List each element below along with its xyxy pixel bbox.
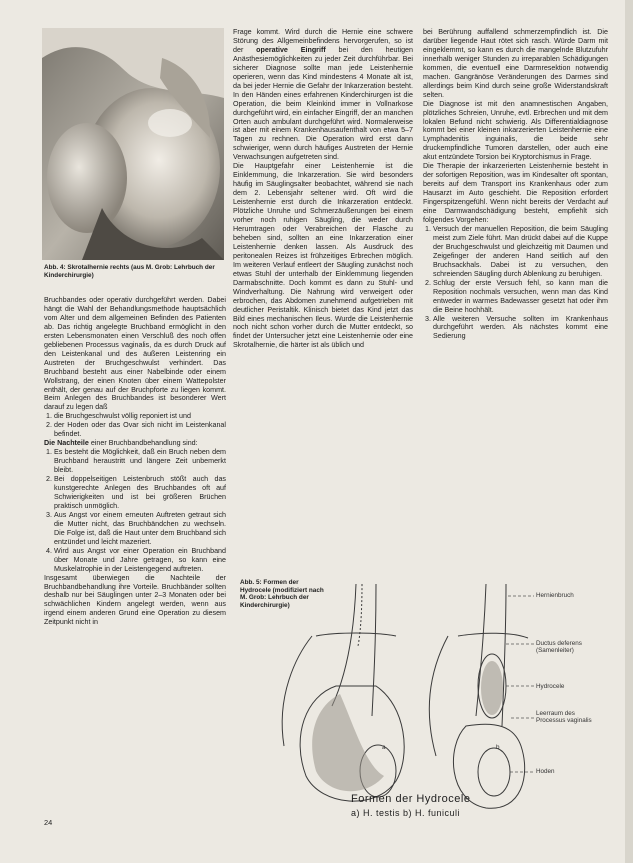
bold-term: Die Nachteile bbox=[44, 439, 89, 448]
paragraph: Die Hauptgefahr einer Leistenhernie ist die Einklemmung, die Inkarzeration. Sie wird besonders häufig im Säuglingsalter beobachtet, während sie nach dem 2. Lebensjahr seltener wird. Oft wird die Leistenhernie erst durch die Inkarzeration entdeckt. Plötzliche Unruhe und Schmerzäußerungen bei einem vorher noch ruhigen Säugling, die weder durch Herumtragen oder Verabreichen der Flasche zu beheben sind, sollten an eine Inkarzeration einer Leistenhernie denken lassen. Als Ausdruck des peritonealen Reizes ist frühzeitiges Erbrechen möglich. Im weiteren Verlauf entleert der Säugling zunächst noch etwas Stuhl der unterhalb der Einklemmung liegenden Darmabschnitte. Doch kommt es dann zu Stuhl- und Windverhaltung. Die Nahrung wird verweigert oder erbrochen, das Abdomen zunehmend aufgetrieben mit deutlicher Peristaltik. Klinisch bietet das Kind jetzt das Bild eines mechanischen Ileus. Wurde die Leistenhernie noch nicht schon vorher durch die Mutter entdeckt, so findet der Untersucher jetzt eine Leistenhernie oder eine Skrotalhernie, die härter ist als üblich und bbox=[233, 162, 413, 350]
drawbacks-list bbox=[44, 448, 226, 573]
label-ductus: Ductus deferens (Samenleiter) bbox=[536, 640, 582, 655]
list-item: 4. Wird aus Angst vor einer Operation ein Bruchband über Monate und Jahre getragen, so kann eine Muskelatrophie in der Leistengegend auftreten. bbox=[54, 547, 226, 574]
text-column-3 bbox=[423, 28, 608, 341]
outline-a-left bbox=[282, 636, 312, 746]
testis-b bbox=[478, 748, 510, 796]
paragraph-text: bei den heutigen Anästhesiemöglichkeiten zu jeder Zeit durchführbar. Bei sicherer Diagnose sollte man jede Leistenhernie operieren, wenn das Kind mindestens 4 Monate alt ist, da bei jeder Hernie die Gefahr der Inkarzeration besteht. In den Händen eines erfahrenen Kinderchirurgen ist die Operation, die beim Kleinkind immer in Vollnarkose durchgeführt wird, ein einfacher Eingriff, der an manchen Orten auch ambulant durchgeführt wird. Normalerweise ist aber mit einem Krankenhausaufenthalt von etwa 5–7 Tagen zu rechnen. Die Operation wird erst dann schwieriger, wenn durch häufiges Austreten der Hernie Verwachsungen aufgetreten sind. bbox=[233, 45, 413, 162]
label-hoden: Hoden bbox=[536, 768, 555, 775]
paragraph-text: Frage kommt. Wird durch die Hernie eine schwere Störung des Allgemeinbefindens hervorgerufen, so ist der bbox=[233, 28, 413, 54]
outline-b-top bbox=[458, 633, 528, 638]
paragraph: Die Therapie der inkarzerierten Leistenhernie besteht in der sofortigen Reposition, was im Kindesalter oft spontan, bereits auf dem Transport ins Krankenhaus oder zum Hausarzt im Auto geschieht. Die Reposition erfordert Fingerspitzengefühl. Wenn nicht bereits der Verdacht auf eine Darmwandschädigung besteht, empfiehlt sich folgendes Vorgehen: bbox=[423, 162, 608, 225]
paragraph: Bruchbandes oder operativ durchgeführt werden. Dabei hängt die Wahl der Behandlungsmethode hauptsächlich vom Alter und dem allgemeinen Befinden des Patienten ab. Das richtig angelegte Bruchband ermöglicht in den ersten Lebensmonaten einen Verschluß des noch offen gebliebenen Processus vaginalis, da es durch Druck auf den Leistenkanal und des äußeren Leistenring ein Austreten der Bruchgeschwulst verhindert. Das Bruchband besteht aus einer Nabelbinde oder einem Wollstrang, der einen Knoten über einem Wattepolster enthält, der genau auf der Bruchpforte zu liegen kommt. Beim Anlegen des Bruchbandes ist besonderer Wert darauf zu legen daß bbox=[44, 296, 226, 412]
paragraph: Die Diagnose ist mit den anamnestischen Angaben, plötzliches Schreien, Unruhe, evtl. Erbrechen und mit dem lokalen Befund nicht schwierig. Als Differentialdiagnose kommt bei einer kleinen inkarzerierten Leistenhernie eine Lymphadenitis inguinalis, die beide sehr druckempfindliche Tumoren darstellen, oder auch eine akut entzündete Torsion bei Kryptorchismus in Frage. bbox=[423, 99, 608, 162]
fluid-shading-a bbox=[312, 694, 384, 791]
procedure-list bbox=[423, 225, 608, 341]
diagram-subtitle: a) H. testis b) H. funiculi bbox=[351, 808, 461, 818]
scan-edge bbox=[625, 0, 633, 863]
list-item: 1. Versuch der manuellen Reposition, die beim Säugling meist zum Ziele führt. Man drückt dabei auf die Kuppe der Bruchgeschwulst und gleichzeitig mit Daumen und Zeigefinger der anderen Hand seitlich auf den Bruchsackhals. Dabei ist zu versuchen, den schreienden Säugling durch Ablenkung zu beruhigen. bbox=[433, 225, 608, 279]
label-processus: Leerraum des Processus vaginalis bbox=[536, 710, 592, 725]
list-item: 1. die Bruchgeschwulst völlig reponiert ist und bbox=[54, 412, 226, 421]
scrotal-hernia-photo bbox=[42, 28, 224, 260]
list-item: 2. Schlug der erste Versuch fehl, so kann man die Reposition nochmals versuchen, wenn man das Kind entweder in warmes Badewasser gesetzt hat oder ihm die Beine hochhält. bbox=[433, 279, 608, 315]
cord-line-a1 bbox=[332, 584, 356, 706]
panel-a-label: a bbox=[382, 744, 386, 751]
outline-a-top bbox=[316, 633, 396, 636]
list-item: 3. Aus Angst vor einem erneuten Auftreten getraut sich die Mutter nicht, das Bruchbändchen zu wechseln. Die Folge ist, daß die Haut unter dem Bruchband sich entzündet und leicht mazeriert. bbox=[54, 511, 226, 547]
figure-5-caption: Abb. 5: Formen der Hydrocele (modifiziert nach M. Grob: Lehrbuch der Kinderchirurgie) bbox=[240, 579, 324, 609]
cord-line-a2 bbox=[372, 584, 376, 716]
paragraph bbox=[44, 439, 226, 448]
fluid-shading-b bbox=[481, 661, 503, 715]
bold-term: operative Eingriff bbox=[256, 45, 326, 54]
paragraph bbox=[233, 28, 413, 162]
text-column-2 bbox=[233, 28, 413, 350]
outline-b-left bbox=[429, 636, 448, 756]
requirements-list bbox=[44, 412, 226, 439]
page-number: 24 bbox=[44, 818, 53, 827]
text-column-1 bbox=[44, 296, 226, 627]
list-item: 1. Es besteht die Möglichkeit, daß ein Bruch neben dem Bruchband heraustritt und längere Zeit unbemerkt bleibt. bbox=[54, 448, 226, 475]
paragraph-text: einer Bruchbandbehandlung sind: bbox=[88, 439, 198, 448]
panel-b-label: b bbox=[496, 744, 500, 751]
label-hernienbruch: Hernienbruch bbox=[536, 592, 574, 599]
label-hydrocele: Hydrocele bbox=[536, 683, 565, 690]
paragraph: bei Berührung auffallend schmerzempfindlich ist. Die darüber liegende Haut rötet sich rasch. Würde Darm mit eingeklemmt, so kann es durch die mangelnde Blutzufuhr innerhalb weniger Stunden zu irreparablen Schädigungen kommen, die eventuell eine Darmresektion notwendig machen. Gangränöse Veränderungen des Darmes sind allerdings beim Kind durch seine große Widerstandskraft selten. bbox=[423, 28, 608, 99]
figure-4-caption: Abb. 4: Skrotalhernie rechts (aus M. Grob: Lehrbuch der Kinderchirurgie) bbox=[44, 264, 215, 279]
diagram-title: Formen der Hydrocele bbox=[351, 793, 471, 805]
list-item: 2. Bei doppelseitigen Leistenbruch stößt auch das kunstgerechte Anlegen des Bruchbandes oft auf Schwierigkeiten und ist bei größeren Brüchen praktisch unmöglich. bbox=[54, 475, 226, 511]
figure-4-photo bbox=[42, 28, 224, 260]
paragraph: Insgesamt überwiegen die Nachteile der Bruchbandbehandlung ihre Vorteile. Bruchbänder sollten deshalb nur bei Säuglingen unter 2–3 Monaten oder bei schwächlichen Kindern angelegt werden, wenn aus irgend einem anderen Grund eine Operation zu diesem Zeitpunkt nicht in bbox=[44, 573, 226, 627]
list-item: 2. der Hoden oder das Ovar sich nicht im Leistenkanal befindet. bbox=[54, 421, 226, 439]
ductus-line-a bbox=[358, 584, 362, 646]
cord-line-b2 bbox=[502, 584, 506, 726]
list-item: 3. Alle weiteren Versuche sollten im Krankenhaus durchgeführt werden. Als nächstes kommt eine Sedierung bbox=[433, 315, 608, 342]
